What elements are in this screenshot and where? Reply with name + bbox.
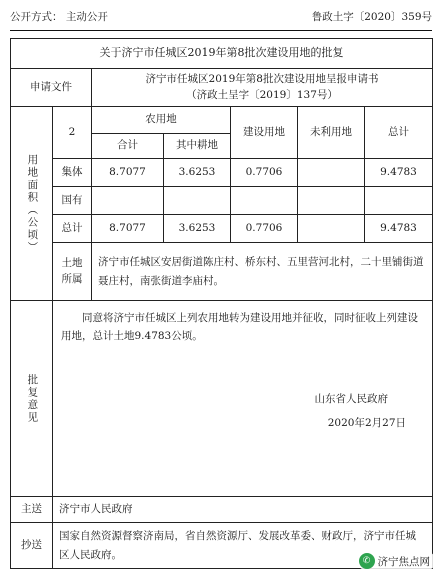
land-area-label: 用地面积（公顷）: [26, 153, 39, 254]
cell-unused: [298, 215, 365, 243]
location-label-line1: 土地: [61, 256, 83, 269]
location-label: [53, 243, 92, 301]
document-number: 鲁政土字〔2020〕359号: [311, 11, 432, 23]
cell-unused: [298, 187, 365, 215]
approval-label: 批复意见: [26, 373, 39, 424]
location-text: 济宁市任城区安居街道陈庄村、桥东村、五里营河北村，二十里铺街道聂庄村，南张街道李庙村。: [92, 243, 433, 301]
application-text: [92, 69, 433, 107]
approval-text: 同意将济宁市任城区上列农用地转为建设用地并征收，同时征收上列建设用地，总计土地9.4783公顷。: [61, 312, 418, 343]
wechat-icon: ✆: [359, 553, 375, 569]
header-construction: 建设用地: [231, 107, 298, 159]
row-label: 总计: [53, 215, 92, 243]
header-agricultural: 农用地: [92, 107, 231, 134]
approval-date: 2020年2月27日: [327, 416, 406, 429]
cell-grand-total: [365, 187, 433, 215]
corner-number: 2: [53, 107, 92, 159]
application-text-line2: （济政土呈字〔2019〕137号）: [186, 88, 338, 101]
watermark: [357, 552, 437, 570]
table-row: [11, 215, 433, 243]
header-cultivated: 其中耕地: [164, 134, 231, 159]
location-label-line2: 所属: [61, 272, 83, 285]
cell-grand-total: 9.4783: [365, 215, 433, 243]
cell-grand-total: 9.4783: [365, 159, 433, 187]
land-area-label-cell: [11, 107, 53, 301]
approval-signature: 山东省人民政府: [314, 392, 388, 405]
cell-cultivated: 3.6253: [164, 159, 231, 187]
approval-content: [53, 301, 433, 497]
approval-table: [10, 38, 433, 569]
header-rule: [10, 30, 432, 31]
table-row: [11, 159, 433, 187]
approval-label-cell: [11, 301, 53, 497]
row-label: 集体: [53, 159, 92, 187]
cell-total: [92, 187, 164, 215]
application-text-line1: 济宁市任城区2019年第8批次建设用地呈报申请书: [145, 72, 379, 85]
document-header: [10, 9, 432, 27]
application-label: 申请文件: [11, 69, 92, 107]
main-recipient: 济宁市人民政府: [53, 497, 433, 523]
header-unused: 未利用地: [298, 107, 365, 159]
cell-total: 8.7077: [92, 215, 164, 243]
cell-construction: 0.7706: [231, 215, 298, 243]
main-recipient-label: 主送: [11, 497, 53, 523]
cell-total: 8.7077: [92, 159, 164, 187]
cc-recipients: 国家自然资源督察济南局，省自然资源厅、发展改革委、财政厅，济宁市任城区人民政府。: [53, 523, 433, 569]
cell-unused: [298, 159, 365, 187]
cell-construction: 0.7706: [231, 159, 298, 187]
watermark-text: 济宁焦点网: [377, 555, 430, 568]
table-row: [11, 187, 433, 215]
header-total: 合计: [92, 134, 164, 159]
cell-cultivated: [164, 187, 231, 215]
disclosure-mode: 公开方式： 主动公开: [10, 11, 108, 23]
header-grand-total: 总计: [365, 107, 433, 159]
row-label: 国有: [53, 187, 92, 215]
cell-construction: [231, 187, 298, 215]
document-title: 关于济宁市任城区2019年第8批次建设用地的批复: [11, 39, 433, 69]
cc-label: 抄送: [11, 523, 53, 569]
cell-cultivated: 3.6253: [164, 215, 231, 243]
